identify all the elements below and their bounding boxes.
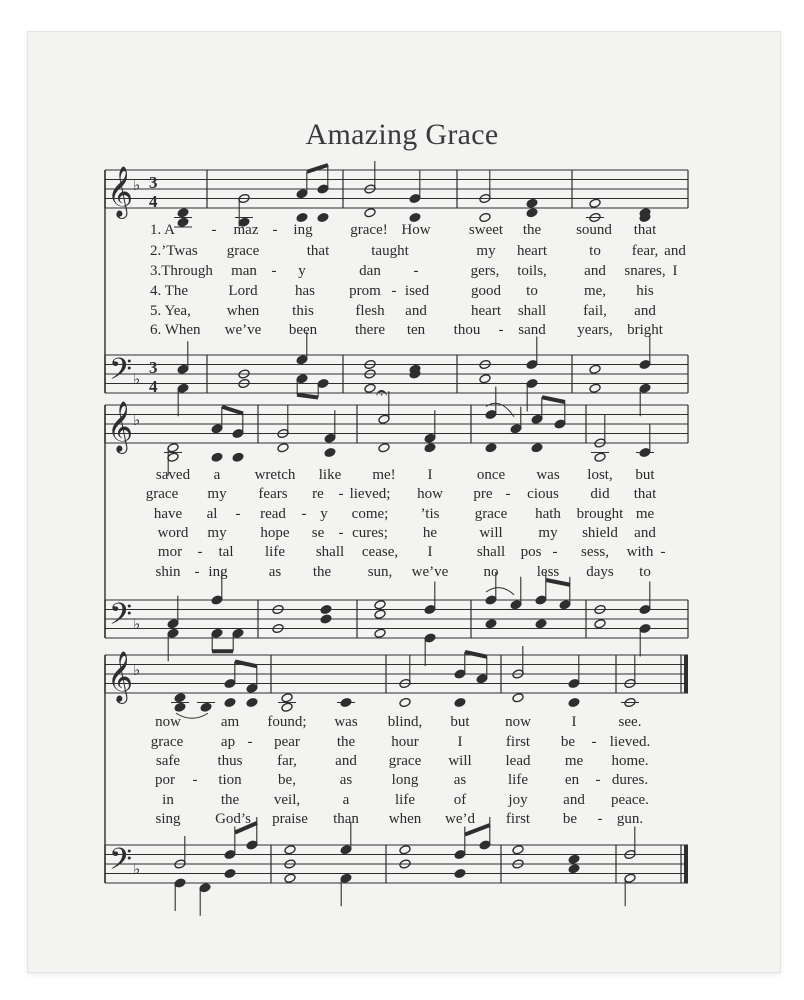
lyric-syllable: grace! [350,222,388,238]
lyric-syllable: how [417,486,443,502]
lyric-syllable: taught [371,243,409,259]
lyric-syllable: less [536,564,560,580]
lyric-syllable: sing [155,811,181,827]
lyric-syllable: - [192,772,198,788]
lyric-syllable: and [634,303,656,319]
lyric-syllable: - [660,544,666,560]
lyric-syllable: hath [535,506,561,522]
flat-sign: ♭ [133,370,141,388]
lyric-syllable: have [153,506,183,522]
lyric-syllable: lieved; [349,486,391,502]
lyric-syllable: shin [155,564,181,580]
lyric-syllable: - [505,486,511,502]
treble-clef-icon: 𝄞 [107,651,134,702]
lyric-syllable: bright [627,322,663,338]
lyric-syllable: veil, [273,792,301,808]
lyric-syllable: of [453,792,467,808]
lyric-syllable: - [247,734,253,750]
lyric-syllable: hope [260,525,290,541]
lyric-syllable: shall [476,544,506,560]
lyric-syllable: heart [517,243,547,259]
lyric-syllable: se [311,525,325,541]
lyric-syllable: good [471,283,501,299]
lyric-syllable: ten [406,322,426,338]
lyric-syllable: 2.’Twas [150,243,198,259]
bass-clef-icon: 𝄢 [109,843,133,884]
flat-sign: ♭ [133,860,141,878]
lyric-syllable: - [391,283,397,299]
lyric-syllable: now [505,714,531,730]
lyric-syllable: - [338,486,344,502]
lyric-syllable: grace [150,734,184,750]
lyric-syllable: ised [404,283,430,299]
lyric-syllable: was [536,467,560,483]
lyric-syllable: the [220,792,240,808]
lyric-syllable: y [298,263,306,279]
lyric-syllable: and [584,263,606,279]
lyric-syllable: mor [157,544,183,560]
lyric-syllable: that [633,486,657,502]
lyric-syllable: sess, [581,544,609,560]
lyric-syllable: 3.Through [150,263,213,279]
lyric-syllable: the [522,222,542,238]
lyric-syllable: the [312,564,332,580]
lyric-syllable: read [260,506,286,522]
lyric-syllable: man [231,263,257,279]
lyric-syllable: life [395,792,415,808]
lyric-syllable: me [564,753,584,769]
lyric-syllable: hour [391,734,419,750]
lyric-syllable: al [206,506,218,522]
lyric-syllable: has [295,283,315,299]
treble-clef-icon: 𝄞 [107,401,134,452]
lyric-syllable: sweet [468,222,504,238]
lyric-syllable: as [453,772,467,788]
lyric-syllable: come; [351,506,389,522]
lyric-syllable: will [448,753,472,769]
lyric-syllable: 4. The [150,283,189,299]
lyric-syllable: ap [220,734,236,750]
lyric-syllable: my [207,525,227,541]
lyric-syllable: a [342,792,350,808]
lyric-syllable: I [427,544,433,560]
lyric-syllable: fears [258,486,288,502]
lyric-syllable: the [336,734,356,750]
lyric-syllable: dures. [611,772,649,788]
lyric-syllable: he [422,525,438,541]
lyric-syllable: but [450,714,470,730]
lyric-syllable: blind, [387,714,423,730]
time-signature-bottom: 4 [149,377,158,396]
lyric-syllable: this [292,303,314,319]
lyric-syllable: - [338,525,344,541]
lyric-syllable: me [635,506,655,522]
lyric-syllable: Lord [228,283,258,299]
lyric-syllable: did [590,486,610,502]
lyric-syllable: and [664,243,686,259]
lyric-syllable: pre [473,486,493,502]
lyric-syllable: home. [611,753,649,769]
lyric-syllable: my [476,243,496,259]
lyric-syllable: first [505,734,531,750]
lyric-syllable: my [207,486,227,502]
lyric-syllable: flesh [355,303,385,319]
lyric-syllable: cease, [361,544,399,560]
lyric-syllable: me, [583,283,607,299]
lyric-syllable: was [334,714,358,730]
lyric-syllable: when [388,811,422,827]
lyric-syllable: shall [315,544,345,560]
lyric-syllable: see. [618,714,642,730]
lyric-syllable: lieved. [609,734,651,750]
lyric-syllable: fear, [631,243,659,259]
lyric-syllable: that [633,222,657,238]
flat-sign: ♭ [133,661,141,679]
lyric-syllable: I [427,467,433,483]
lyric-syllable: be [562,811,578,827]
lyric-syllable: like [318,467,342,483]
lyric-syllable: tal [218,544,234,560]
treble-clef-icon: 𝄞 [107,166,134,217]
lyric-syllable: y [320,506,328,522]
lyric-syllable: 5. Yea, [150,303,191,319]
lyric-syllable: fail, [583,303,607,319]
lyric-syllable: I [571,714,577,730]
lyric-syllable: pear [274,734,300,750]
lyric-syllable: life [265,544,285,560]
lyric-syllable: word [157,525,189,541]
lyric-syllable: long [391,772,419,788]
lyric-syllable: in [162,792,174,808]
lyric-syllable: tion [218,772,242,788]
lyric-syllable: - [211,222,217,238]
lyric-syllable: shall [517,303,547,319]
lyric-syllable: found; [267,714,307,730]
bass-clef-icon: 𝄢 [109,598,133,639]
lyric-syllable: I [672,263,678,279]
lyric-syllable: sun, [367,564,393,580]
lyric-syllable: I [457,734,463,750]
lyric-syllable: God’s [215,811,251,827]
lyric-syllable: wretch [254,467,296,483]
lyric-syllable: - [595,772,601,788]
lyric-syllable: days [586,564,614,580]
lyric-syllable: pos [520,544,542,560]
lyric-syllable: as [339,772,353,788]
lyric-syllable: - [235,506,241,522]
lyric-syllable: me! [372,467,396,483]
lyric-syllable: with [626,544,654,560]
lyric-syllable: toils, [517,263,547,279]
lyric-syllable: grace [388,753,422,769]
lyric-syllable: to [526,283,538,299]
lyric-syllable: and [634,525,656,541]
lyric-syllable: praise [272,811,308,827]
lyric-syllable: far, [277,753,297,769]
lyric-syllable: be [560,734,576,750]
lyric-syllable: ’tis [420,506,440,522]
lyric-syllable: years, [577,322,613,338]
lyric-syllable: now [155,714,181,730]
lyric-syllable: grace [226,243,260,259]
time-signature-bottom: 4 [149,192,158,211]
lyric-syllable: be, [278,772,296,788]
lyric-syllable: maz [233,222,259,238]
lyric-syllable: 6. When [150,322,201,338]
lyric-syllable: - [301,506,307,522]
lyric-syllable: - [271,263,277,279]
lyric-syllable: 1. A [150,222,176,238]
lyric-syllable: we’ve [224,322,262,338]
lyric-syllable: ing [208,564,228,580]
lyric-syllable: heart [471,303,501,319]
lyric-syllable: been [288,322,318,338]
lyric-syllable: - [272,222,278,238]
lyric-syllable: to [639,564,651,580]
lyric-syllable: - [591,734,597,750]
lyric-syllable: and [405,303,427,319]
lyric-syllable: am [220,714,240,730]
lyric-syllable: joy [508,792,528,808]
lyric-syllable: when [226,303,260,319]
lyric-syllable: sand [518,322,546,338]
lyric-syllable: grace [145,486,179,502]
lyric-syllable: - [194,564,200,580]
lyric-syllable: - [413,263,419,279]
lyric-syllable: cious [527,486,559,502]
lyric-syllable: his [636,283,654,299]
flat-sign: ♭ [133,176,141,194]
lyric-syllable: a [213,467,221,483]
lyric-syllable: we’ve [411,564,449,580]
flat-sign: ♭ [133,411,141,429]
lyric-syllable: we’d [445,811,475,827]
lyric-syllable: my [538,525,558,541]
lyric-syllable: thou [453,322,481,338]
lyric-syllable: that [306,243,330,259]
fermata-icon: 𝄐 [376,380,388,404]
lyric-syllable: gers, [470,263,500,279]
time-signature-top: 3 [149,358,158,377]
lyric-syllable: lost, [587,467,613,483]
flat-sign: ♭ [133,615,141,633]
lyric-syllable: peace. [611,792,649,808]
lyric-syllable: cures; [352,525,388,541]
lyric-syllable: as [268,564,282,580]
lyric-syllable: once [476,467,506,483]
lyric-syllable: dan [359,263,381,279]
lyric-syllable: - [197,544,203,560]
lyric-syllable: grace [474,506,508,522]
lyric-syllable: there [355,322,385,338]
bass-clef-icon: 𝄢 [109,353,133,394]
lyric-syllable: but [635,467,655,483]
lyric-syllable: than [333,811,359,827]
lyric-syllable: ing [293,222,313,238]
lyric-syllable: en [564,772,580,788]
lyric-syllable: - [552,544,558,560]
lyric-syllable: and [563,792,585,808]
lyric-syllable: and [335,753,357,769]
lyric-syllable: gun. [616,811,644,827]
lyric-syllable: How [401,222,431,238]
lyric-syllable: no [483,564,499,580]
lyric-syllable: first [505,811,531,827]
lyric-syllable: life [508,772,528,788]
lyric-syllable: safe [155,753,181,769]
lyric-syllable: lead [505,753,531,769]
time-signature-top: 3 [149,173,158,192]
lyric-syllable: re [312,486,324,502]
lyric-syllable: brought [576,506,624,522]
lyric-syllable: - [597,811,603,827]
page-title: Amazing Grace [305,118,499,151]
lyric-syllable: snares, [624,263,666,279]
lyric-syllable: thus [217,753,243,769]
lyric-syllable: to [589,243,601,259]
lyric-syllable: saved [155,467,191,483]
lyric-syllable: prom [349,283,381,299]
lyric-syllable: por [155,772,175,788]
lyric-syllable: will [479,525,503,541]
lyric-syllable: sound [576,222,612,238]
lyric-syllable: - [498,322,504,338]
lyric-syllable: shield [582,525,618,541]
